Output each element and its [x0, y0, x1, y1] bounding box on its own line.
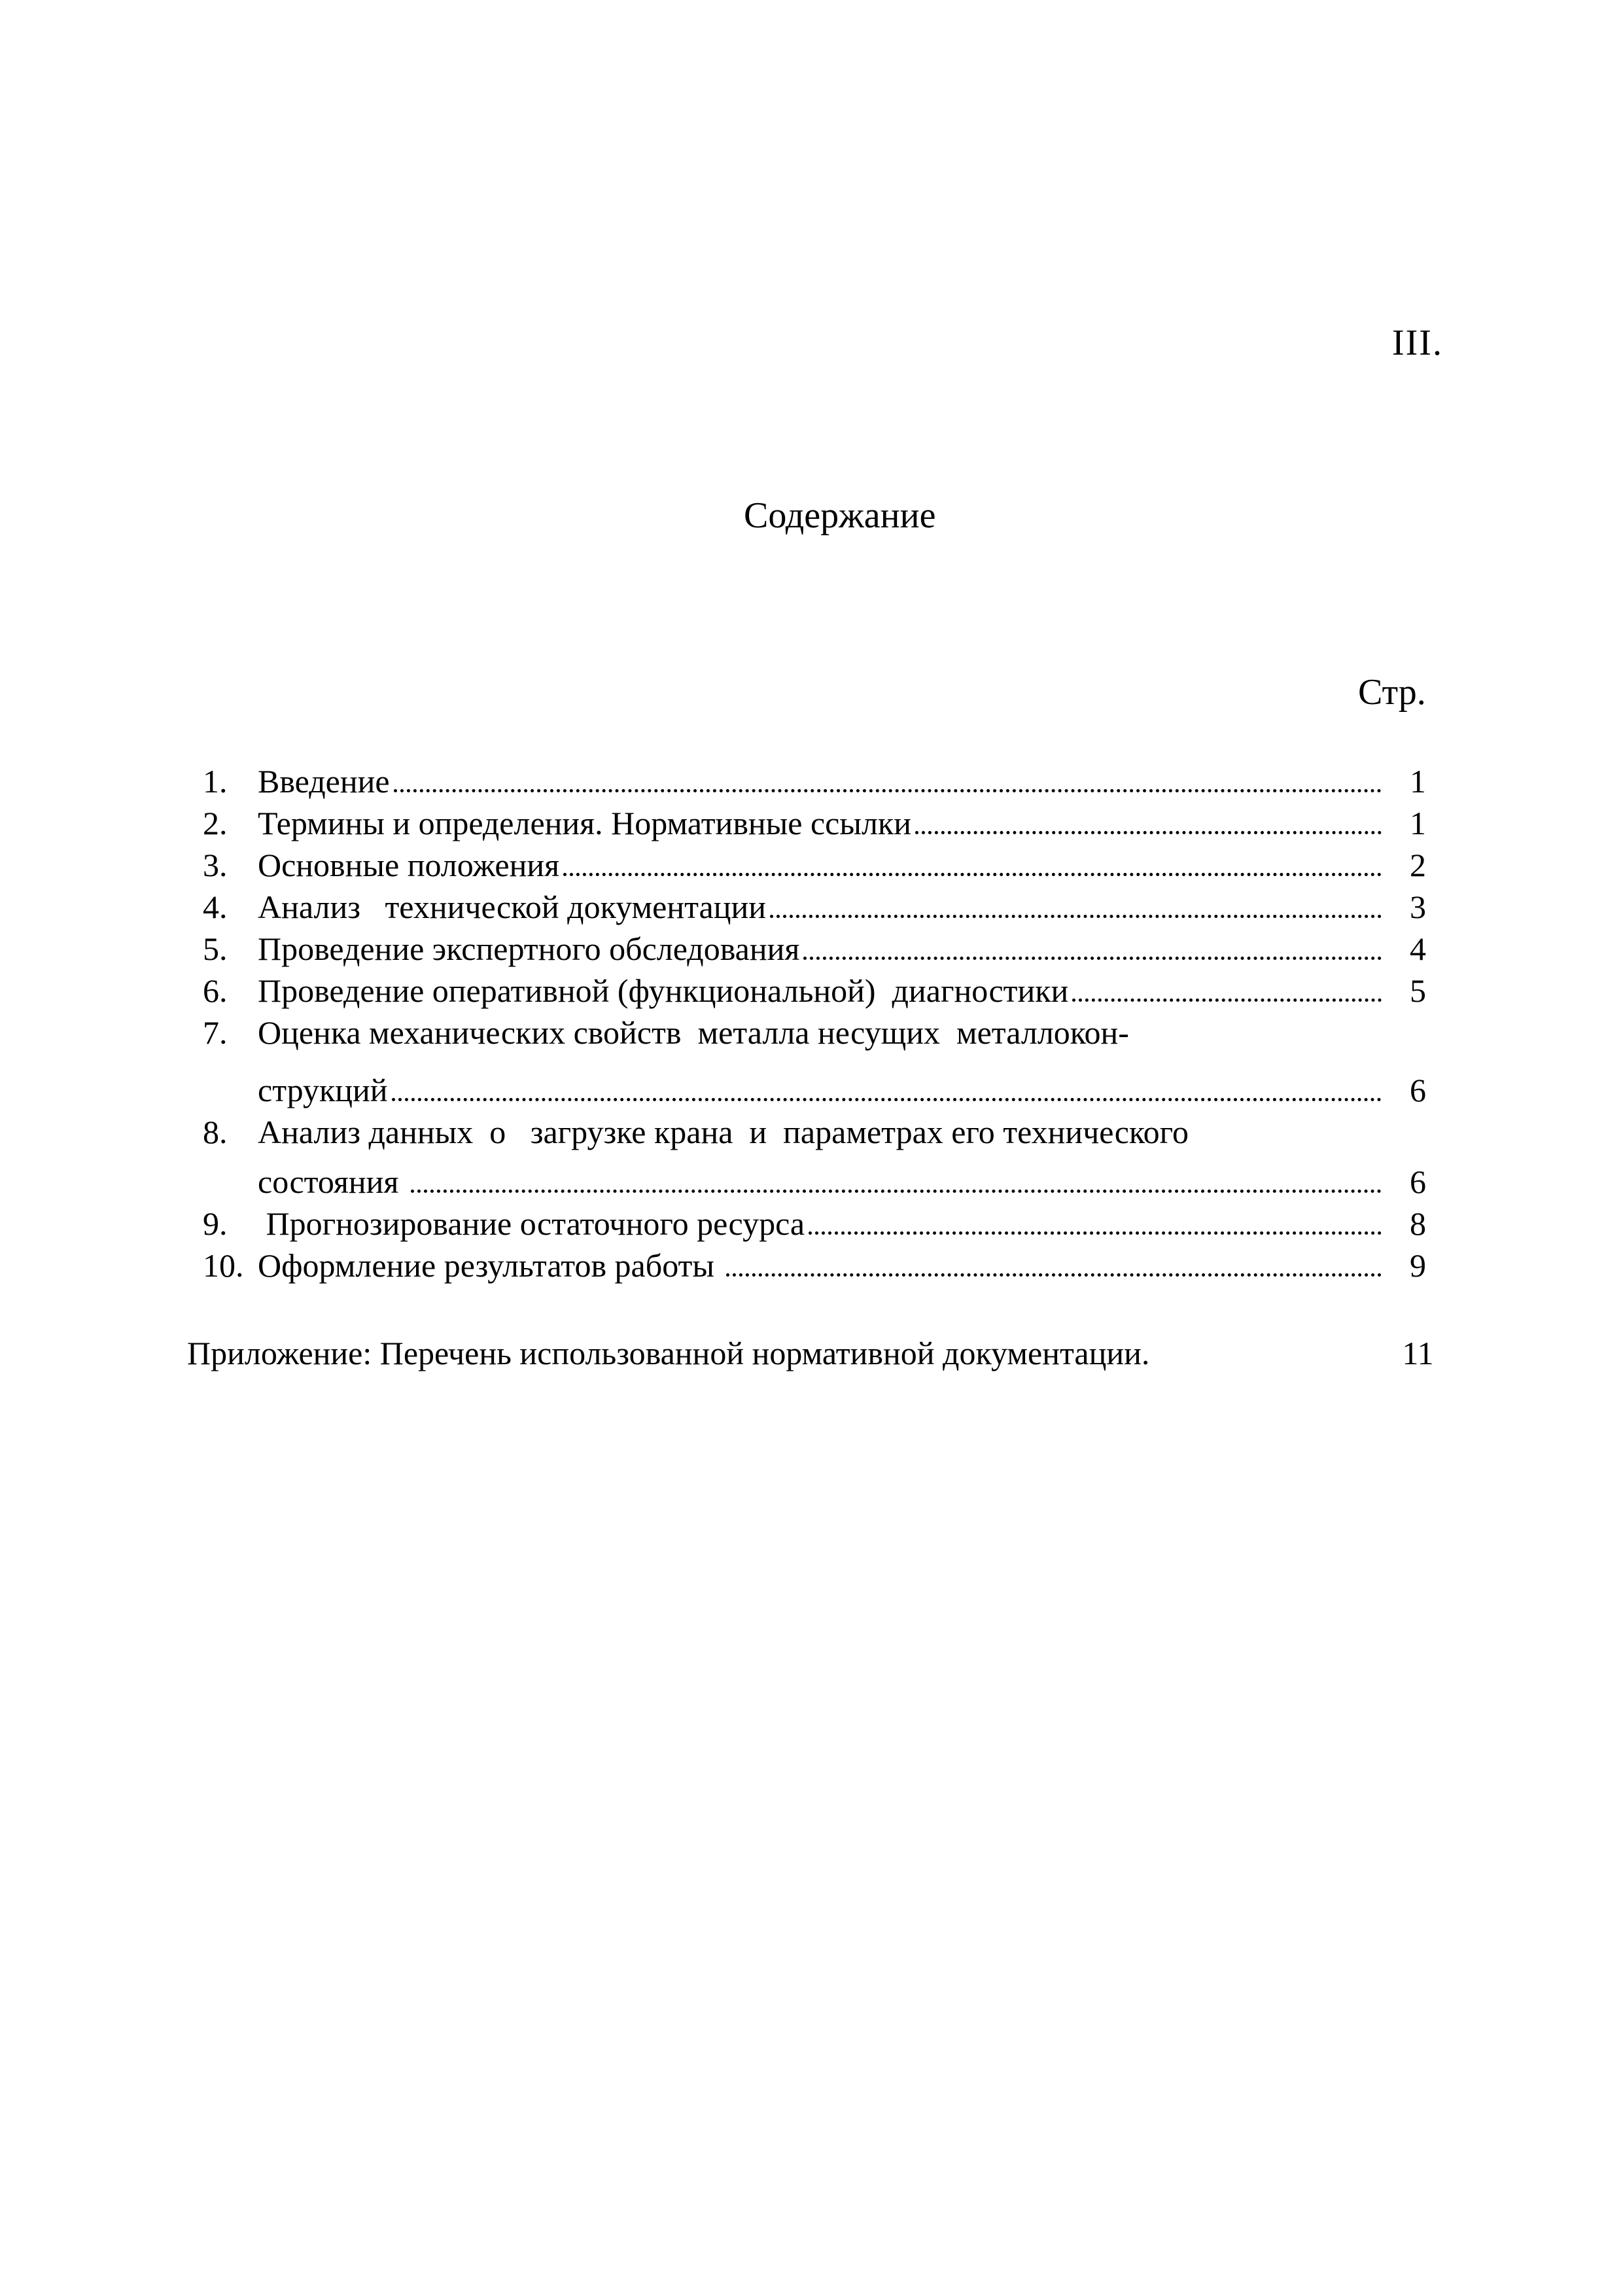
dot-leader — [726, 1273, 1382, 1277]
toc-entry-title: Основные положения — [258, 847, 560, 883]
toc-entry — [203, 760, 1449, 802]
toc-entry-number: 7. — [203, 1014, 228, 1051]
toc-entry — [203, 1245, 1449, 1286]
toc-entry-title: Введение — [258, 763, 390, 800]
toc-entry-title: Оформление результатов работы — [258, 1247, 723, 1284]
toc-entry — [203, 1111, 1449, 1153]
table-of-contents — [187, 760, 1449, 1374]
toc-entry-title: Термины и определения. Нормативные ссылки — [258, 805, 911, 841]
toc-entry-page: 1 — [1410, 763, 1426, 800]
toc-entry-page: 2 — [1410, 847, 1426, 883]
toc-entry-number: 2. — [203, 805, 228, 841]
toc-entry-title: Анализ технической документации — [258, 889, 767, 925]
toc-entry-number: 1. — [203, 763, 228, 800]
toc-entry-page: 3 — [1410, 889, 1426, 925]
toc-entry-number: 3. — [203, 847, 228, 883]
page-column-header: Стр. — [1358, 672, 1426, 713]
toc-entry-number: 9. — [203, 1205, 228, 1242]
toc-entry — [203, 886, 1449, 928]
toc-entry-title: Проведение экспертного обследования — [258, 930, 800, 967]
toc-entry-title-continuation: состояния — [258, 1163, 407, 1200]
toc-entry-title: Оценка механических свойств металла несущих металлокон- — [258, 1014, 1129, 1051]
dot-leader — [1072, 998, 1382, 1002]
toc-entry-continuation — [203, 1069, 1449, 1111]
toc-entry-page: 9 — [1410, 1247, 1426, 1284]
toc-entry-title: Проведение оперативной (функциональной) диагностики — [258, 972, 1069, 1009]
toc-entry-number: 8. — [203, 1114, 228, 1150]
toc-entry-title: Анализ данных о загрузке крана и параметрах его технического — [258, 1114, 1189, 1150]
toc-entry — [203, 928, 1449, 970]
toc-entry-number: 10. — [203, 1247, 244, 1284]
page-title: Содержание — [744, 495, 936, 536]
toc-entry-page: 8 — [1410, 1205, 1426, 1242]
toc-entry-number: 6. — [203, 972, 228, 1009]
toc-entry — [203, 1012, 1449, 1053]
toc-entry — [203, 1203, 1449, 1245]
toc-entry-page: 1 — [1410, 805, 1426, 841]
dot-leader — [394, 789, 1382, 792]
toc-entry-page: 6 — [1410, 1163, 1426, 1200]
toc-entry — [203, 844, 1449, 886]
dot-leader — [392, 1098, 1382, 1101]
dot-leader — [809, 1231, 1382, 1235]
dot-leader — [915, 831, 1382, 834]
toc-entry-number: 4. — [203, 889, 228, 925]
dot-leader — [411, 1190, 1382, 1193]
dot-leader — [770, 915, 1382, 918]
sheet-number-label: III. — [1392, 323, 1443, 363]
appendix-page: 11 — [1402, 1335, 1434, 1371]
toc-entry-page: 5 — [1410, 972, 1426, 1009]
appendix-entry — [187, 1332, 1449, 1374]
toc-entry-title: Прогнозирование остаточного ресурса — [258, 1205, 805, 1242]
toc-entry-page: 4 — [1410, 930, 1426, 967]
toc-entry — [203, 970, 1449, 1012]
toc-entry — [203, 802, 1449, 844]
toc-entry-title-continuation: струкций — [258, 1072, 388, 1108]
toc-entry-continuation — [203, 1161, 1449, 1203]
toc-entry-page: 6 — [1410, 1072, 1426, 1108]
toc-entry-number: 5. — [203, 930, 228, 967]
dot-leader — [803, 957, 1382, 960]
appendix-text: Приложение: Перечень использованной нормативной документации. — [187, 1335, 1150, 1371]
dot-leader — [563, 873, 1382, 876]
